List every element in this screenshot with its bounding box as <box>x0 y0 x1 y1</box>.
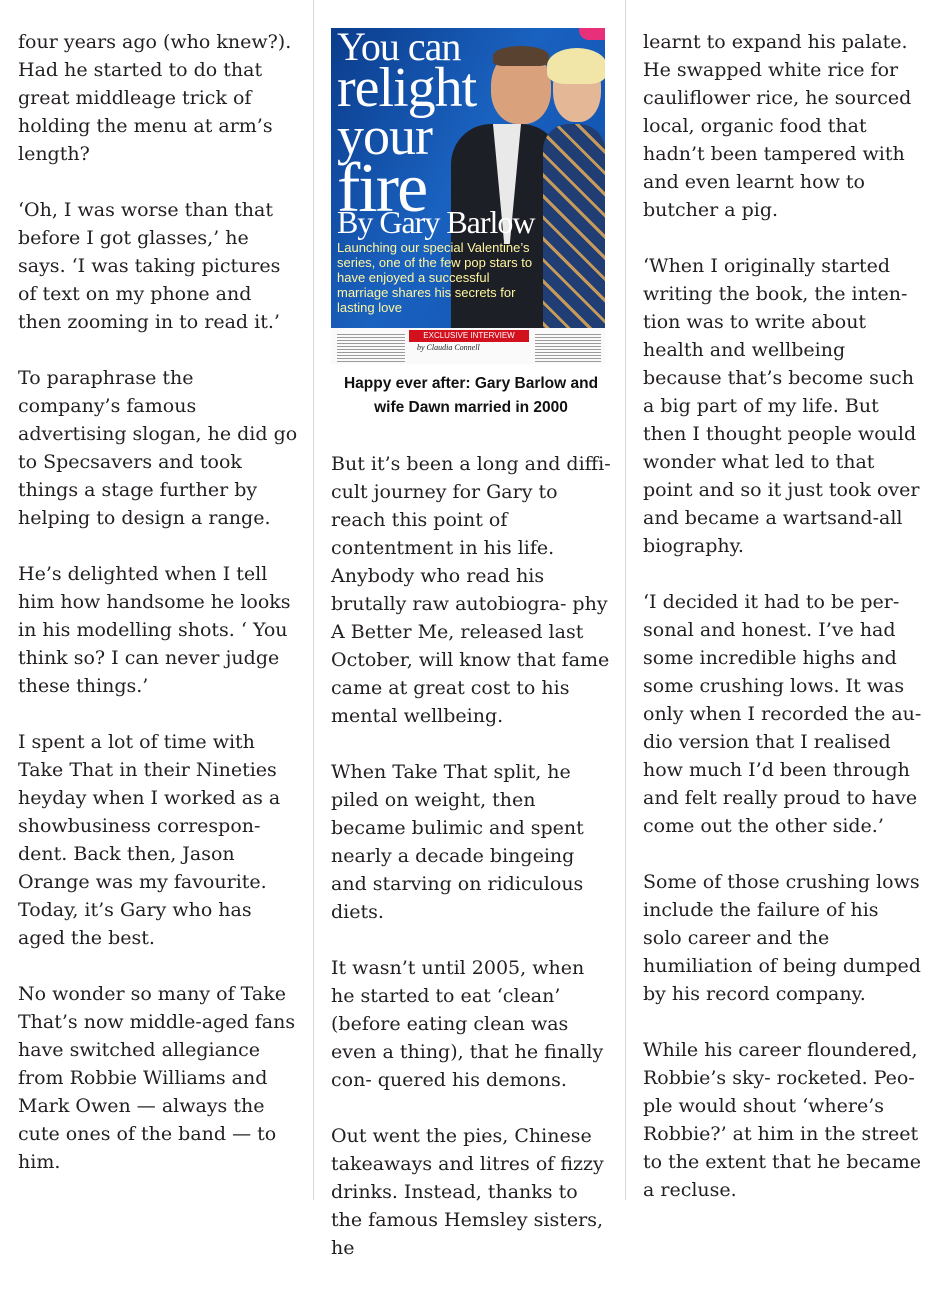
paragraph: Some of those crushing lows include the failure of his solo career and the humiliation of being dumped by his record company. <box>643 871 921 1005</box>
headline-line: your <box>337 105 432 166</box>
corner-tab <box>579 28 605 40</box>
paragraph: It wasn’t until 2005, when he started to eat ‘clean’ (before eating clean was even a thing), that he finally con- quered his demons. <box>331 957 604 1091</box>
woman-hair <box>547 48 605 84</box>
article-column-3 <box>643 28 923 1232</box>
column-divider <box>313 0 314 1200</box>
image-caption: Happy ever after: Gary Barlow and wife Dawn married in 2000 <box>343 375 599 416</box>
paragraph: While his career floundered, Robbie’s sky- rocketed. Peo- ple would shout ‘where’s Robbie?’ at him in the street to the extent that he became a recluse. <box>643 1039 922 1201</box>
woman-figure <box>543 124 605 334</box>
exclusive-tag: EXCLUSIVE INTERVIEW <box>409 330 529 342</box>
paragraph: ‘When I originally started writing the book, the inten- tion was to write about health and wellbeing because that’s become such a big part of my life. But then I thought people would wonder what led to that point and so it just took over and became a wartsand-all biography. <box>643 255 920 557</box>
paragraph: learnt to expand his palate. He swapped white rice for cauliflower rice, he sourced local, organic food that hadn’t been tampered with and even learnt how to butcher a pig. <box>643 31 912 221</box>
clipping-author: by Claudia Connell <box>417 343 480 352</box>
magazine-clipping-image <box>331 28 605 364</box>
article-column-2 <box>331 450 611 1290</box>
paragraph: ‘I decided it had to be per- sonal and honest. I’ve had some incredible highs and some crushing lows. It was only when I recorded the au- dio version that I realised how much I’d been through and felt really proud to have come out the other side.’ <box>643 591 922 837</box>
paragraph: No wonder so many of Take That’s now middle-aged fans have switched allegiance from Robbie Williams and Mark Owen — always the cute ones of the band — to him. <box>18 983 296 1173</box>
paragraph: To paraphrase the company’s famous advertising slogan, he did go to Specsavers and took things a stage further by helping to design a range. <box>18 367 298 529</box>
paragraph: When Take That split, he piled on weight, then became bulimic and spent nearly a decade bingeing and starving on ridiculous diets. <box>331 761 584 923</box>
headline-line: relight <box>337 57 477 120</box>
paragraph: four years ago (who knew?). Had he started to do that great middleage trick of holding the menu at arm’s length? <box>18 31 292 165</box>
clipping-body-text <box>337 334 405 362</box>
clipping-strapline: Launching our special Valentine’s series, one of the few pop stars to have enjoyed a successful marriage shares his secrets for lasting love <box>337 240 533 315</box>
column-divider <box>625 0 626 1200</box>
headline-line: You can <box>337 28 461 69</box>
paragraph: But it’s been a long and diffi- cult journey for Gary to reach this point of contentment in his life. Anybody who read his brutally raw autobiogra- phy A Better Me, released last October, will know that fame came at great cost to his mental wellbeing. <box>331 453 611 727</box>
paragraph: Out went the pies, Chinese takeaways and litres of fizzy drinks. Instead, thanks to the famous Hemsley sisters, he <box>331 1125 604 1259</box>
clipping-byline: By Gary Barlow <box>337 204 535 240</box>
article-column-1 <box>18 28 298 1204</box>
headline-line: fire <box>337 149 427 227</box>
paragraph: I spent a lot of time with Take That in their Nineties heyday when I worked as a showbusiness correspon- dent. Back then, Jason Orange was my favourite. Today, it’s Gary who has aged the best. <box>18 731 281 949</box>
paragraph: ‘Oh, I was worse than that before I got glasses,’ he says. ‘I was taking pictures of text on my phone and then zooming in to read it.’ <box>18 199 281 333</box>
clipping-body-text <box>535 334 601 362</box>
paragraph: He’s delighted when I tell him how handsome he looks in his modelling shots. ‘ You think so? I can never judge these things.’ <box>18 563 291 697</box>
